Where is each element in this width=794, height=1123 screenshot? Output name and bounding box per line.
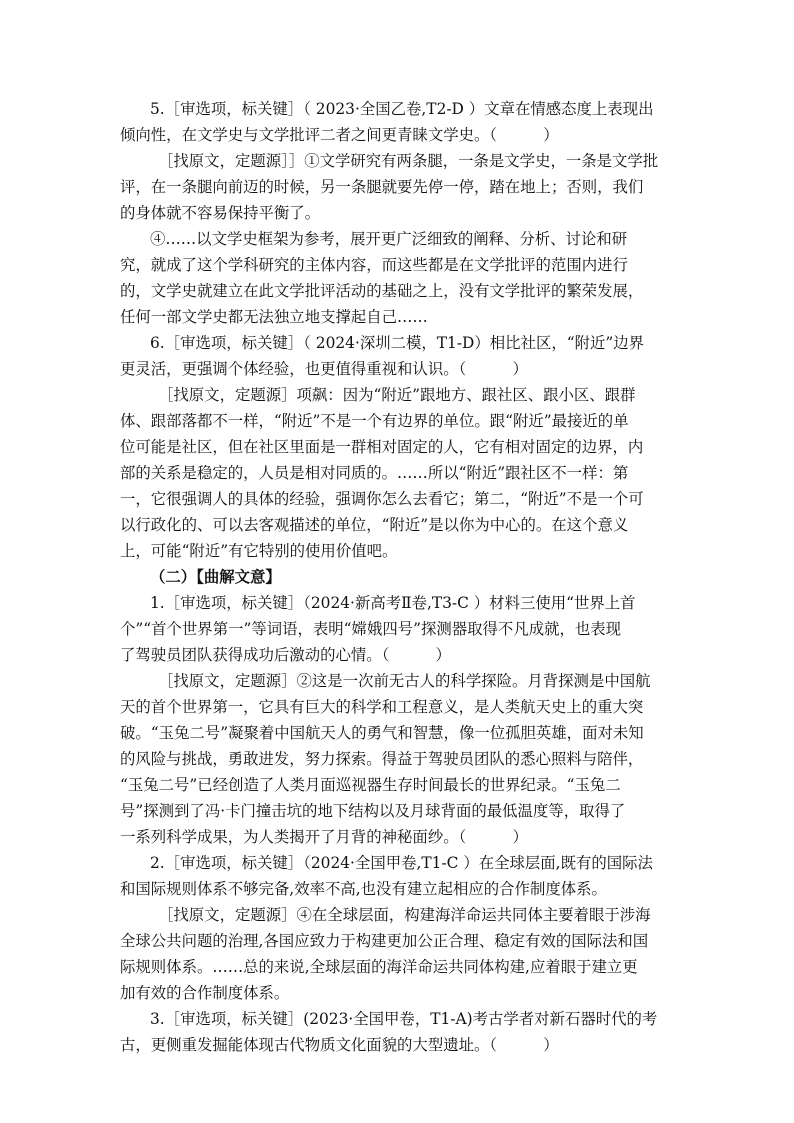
q6-source-line-1: ［找原文，定题源］项飙：因为“附近”跟地方、跟社区、跟小区、跟群 (158, 386, 636, 404)
s2-q1-source-line-6: 号”探测到了冯·卡门撞击坑的地下结构以及月球背面的最低温度等，取得了 (120, 802, 626, 820)
q6-source-line-5: 一，它很强调人的具体的经验，强调你怎么去看它；第二，“附近”不是一个可 (120, 490, 644, 508)
s2-q2-line-2: 和国际规则体系不够完备,效率不高,也没有建立起相应的合作制度体系。 (120, 880, 607, 898)
s2-q1-source-line-4: 的风险与挑战，勇敢进发，努力探索。得益于驾驶员团队的悉心照料与陪伴， (120, 750, 644, 768)
s2-q1-source-line-3: 破。“玉兔二号”凝聚着中国航天人的勇气和智慧，像一位孤胆英雄，面对未知 (120, 724, 644, 742)
q6-source-line-4: 部的关系是稳定的，人员是相对同质的。……所以“附近”跟社区不一样：第 (120, 464, 629, 482)
q6-source-line-7: 上，可能“附近”有它特别的使用价值吧。 (120, 542, 398, 560)
s2-q1-line-2: 个”“首个世界第一”等词语，表明“嫦娥四号”探测器取得不凡成就，也表现 (120, 620, 622, 638)
q5-source-line-5: 究，就成了这个学科研究的主体内容，而这些都是在文学批评的范围内进行 (120, 256, 628, 274)
q5-line-1: 5.［审选项，标关键］（ 2023·全国乙卷,T2-D ）文章在情感态度上表现出 (150, 100, 654, 118)
q5-source-line-3: 的身体就不容易保持平衡了。 (120, 204, 321, 222)
q5-source-line-4: ④……以文学史框架为参考，展开更广泛细致的阐释、分析、讨论和研 (150, 230, 628, 248)
q6-source-line-2: 体、跟部落都不一样，“附近”不是一个有边界的单位。跟“附近”最接近的单 (120, 412, 629, 430)
s2-q3-line-1: 3.［审选项，标关键］(2023·全国甲卷，T1-A)考古学者对新石器时代的考 (150, 1010, 658, 1028)
s2-q2-line-1: 2.［审选项，标关键］（2024·全国甲卷,T1-C ）在全球层面,既有的国际法 (150, 854, 653, 872)
s2-q1-source-line-1: ［找原文，定题源］②这是一次前无古人的科学探险。月背探测是中国航 (158, 672, 651, 690)
s2-q2-source-line-1: ［找原文，定题源］④在全球层面，构建海洋命运共同体主要着眼于涉海 (158, 906, 651, 924)
q5-source-line-2: 评，在一条腿向前迈的时候，另一条腿就要先停一停，踏在地上；否则，我们 (120, 178, 644, 196)
section-heading: （二）【曲解文意】 (150, 568, 281, 586)
s2-q2-source-line-4: 加有效的合作制度体系。 (120, 984, 290, 1002)
q6-line-1: 6.［审选项，标关键］（ 2024·深圳二模，T1-D）相比社区，“附近”边界 (150, 334, 645, 352)
s2-q1-line-3: 了驾驶员团队获得成功后激动的心情。（ ） (120, 646, 451, 664)
q5-source-line-7: 任何一部文学史都无法独立地支撑起自己…… (120, 308, 428, 326)
s2-q1-line-1: 1.［审选项，标关键］（2024·新高考Ⅱ卷,T3-C ）材料三使用“世界上首 (150, 594, 636, 612)
q6-line-2: 更灵活，更强调个体经验，也更值得重视和认识。（ ） (120, 360, 528, 378)
s2-q3-line-2: 古，更侧重发掘能体现古代物质文化面貌的大型遗址。（ ） (120, 1036, 559, 1054)
s2-q1-source-line-5: “玉兔二号”已经创造了人类月面巡视器生存时间最长的世界纪录。“玉兔二 (120, 776, 621, 794)
q5-source-line-1: ［找原文，定题源］］①文学研究有两条腿，一条是文学史，一条是文学批 (158, 152, 659, 170)
s2-q2-source-line-3: 际规则体系。……总的来说,全球层面的海洋命运共同体构建,应着眼于建立更 (120, 958, 638, 976)
s2-q1-source-line-2: 天的首个世界第一，它具有巨大的科学和工程意义，是人类航天史上的重大突 (120, 698, 644, 716)
q5-line-2: 倾向性，在文学史与文学批评二者之间更青睐文学史。（ ） (120, 126, 559, 144)
q5-source-line-6: 的，文学史就建立在此文学批评活动的基础之上，没有文学批评的繁荣发展， (120, 282, 644, 300)
q6-source-line-3: 位可能是社区，但在社区里面是一群相对固定的人，它有相对固定的边界，内 (120, 438, 644, 456)
s2-q2-source-line-2: 全球公共问题的治理,各国应致力于构建更加公正合理、稳定有效的国际法和国 (120, 932, 649, 950)
s2-q1-source-line-7: 一系列科学成果，为人类揭开了月背的神秘面纱。（ ） (120, 828, 528, 846)
q6-source-line-6: 以行政化的、可以去客观描述的单位，“附近”是以你为中心的。在这个意义 (120, 516, 629, 534)
